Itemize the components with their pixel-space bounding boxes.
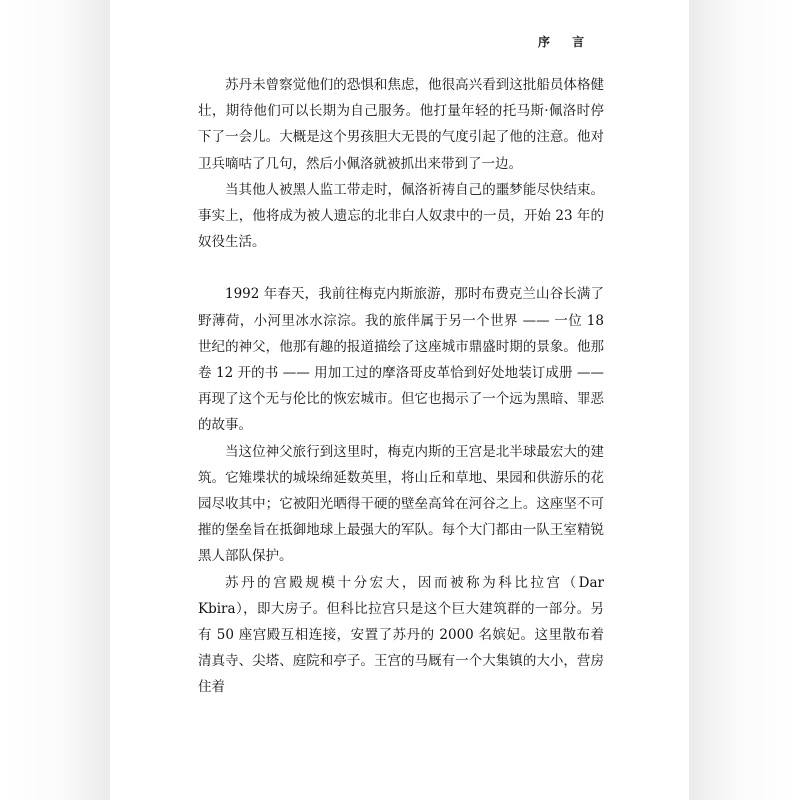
page-shadow-right	[689, 0, 800, 800]
running-head: 序 言	[538, 35, 594, 49]
paragraph: 当其他人被黑人监工带走时，佩洛祈祷自己的噩梦能尽快结束。事实上，他将成为被人遗忘的北非白人奴隶中的一员，开始 23 年的奴役生活。	[198, 181, 604, 251]
paragraph: 苏丹未曾察觉他们的恐惧和焦虑，他很高兴看到这批船员体格健壮，期待他们可以长期为自己服务。他打量年轻的托马斯·佩洛时停下了一会儿。大概是这个男孩胆大无畏的气度引起了他的注意。他对卫兵嘀咕了几句，然后小佩洛就被抓出来带到了一边。	[198, 77, 604, 172]
paragraph: 苏丹的宫殿规模十分宏大，因而被称为科比拉宫（Dar Kbira），即大房子。但科比拉宫只是这个巨大建筑群的一部分。另有 50 座宫殿互相连接，安置了苏丹的 2000 名嫔妃。这里散布着清真寺、尖塔、庭院和亭子。王宫的马厩有一个大集镇的大小，营房住着	[198, 574, 604, 696]
paragraph: 当这位神父旅行到这里时，梅克内斯的王宫是北半球最宏大的建筑。它雉堞状的城垛绵延数英里，将山丘和草地、果园和供游乐的花园尽收其中；它被阳光晒得干硬的壁垒高耸在河谷之上。这座坚不可摧的堡垒旨在抵御地球上最强大的军队。每个大门都由一队王室精锐黑人部队保护。	[198, 443, 604, 565]
book-page	[110, 0, 689, 800]
page-shadow-left	[0, 0, 110, 800]
body-text	[198, 72, 604, 701]
section-break	[198, 255, 604, 281]
paragraph: 1992 年春天，我前往梅克内斯旅游，那时布费克兰山谷长满了野薄荷，小河里冰水淙淙。我的旅伴属于另一个世界 —— 一位 18 世纪的神父，他那有趣的报道描绘了这座城市鼎盛时期的景象。他那卷 12 开的书 —— 用加工过的摩洛哥皮革恰到好处地装订成册 —— 再现了这个无与伦比的恢宏城市。但它也揭示了一个远为黑暗、罪恶的故事。	[198, 286, 604, 434]
